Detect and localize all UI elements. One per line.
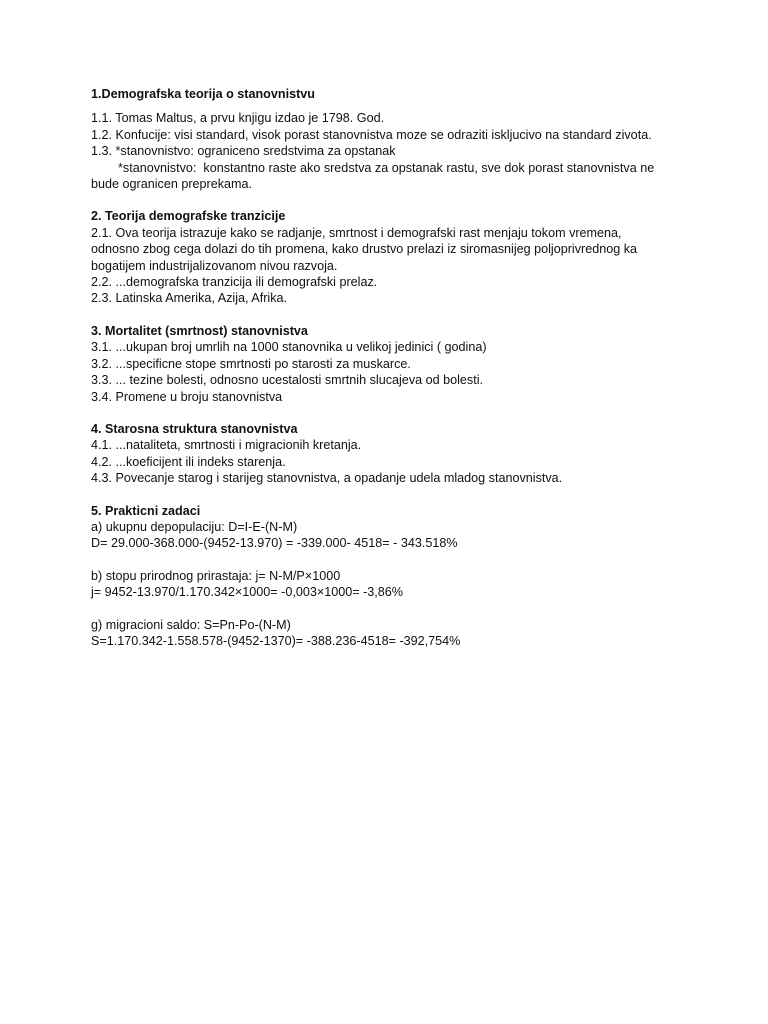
section-demografska-tranzicija xyxy=(91,208,728,306)
list-item: bogatijem industrijalizovanom nivou razvoja. xyxy=(91,258,338,273)
list-item: 4.1. ...nataliteta, smrtnosti i migracionih kretanja. xyxy=(91,438,362,453)
section-starosna-struktura xyxy=(91,421,728,487)
list-item: 4.3. Povecanje starog i starijeg stanovnistva, a opadanje udela mladog stanovnistva. xyxy=(91,471,563,486)
list-item: bude ogranicen preprekama. xyxy=(91,177,253,192)
list-item: 4.2. ...koeficijent ili indeks starenja. xyxy=(91,454,286,469)
section-title: 2. Teorija demografske tranzicije xyxy=(91,209,286,224)
task-g-calculation: S=1.170.342-1.558.578-(9452-1370)= -388.236-4518= -392,754% xyxy=(91,633,461,648)
list-item: 3.3. ... tezine bolesti, odnosno ucestalosti smrtnih slucajeva od bolesti. xyxy=(91,373,484,388)
list-item: 3.1. ...ukupan broj umrlih na 1000 stanovnika u velikoj jedinici ( godina) xyxy=(91,340,487,355)
task-g-label: g) migracioni saldo: S=Pn-Po-(N-M) xyxy=(91,617,291,632)
list-item: odnosno zbog cega dolazi do tih promena, kako drustvo prelazi iz siromasnijeg poljoprivrednog ka xyxy=(91,242,638,257)
section-mortalitet xyxy=(91,323,728,405)
section-prakticni-zadaci xyxy=(91,503,728,650)
list-item: *stanovnistvo: konstantno raste ako sredstva za opstanak rastu, sve dok porast stanovnistva ne xyxy=(118,160,655,175)
list-item: 3.4. Promene u broju stanovnistva xyxy=(91,389,283,404)
task-b-calculation: j= 9452-13.970/1.170.342×1000= -0,003×1000= -3,86% xyxy=(91,585,403,600)
section-title: 4. Starosna struktura stanovnistva xyxy=(91,421,298,436)
list-item: 1.1. Tomas Maltus, a prvu knjigu izdao je 1798. God. xyxy=(91,111,385,126)
section-title: 5. Prakticni zadaci xyxy=(91,503,201,518)
list-item: 3.2. ...specificne stope smrtnosti po starosti za muskarce. xyxy=(91,356,411,371)
list-item: 1.3. *stanovnistvo: ograniceno sredstvima za opstanak xyxy=(91,144,396,159)
list-item: 2.2. ...demografska tranzicija ili demografski prelaz. xyxy=(91,275,378,290)
task-a-calculation: D= 29.000-368.000-(9452-13.970) = -339.000- 4518= - 343.518% xyxy=(91,536,458,551)
list-item: 2.1. Ova teorija istrazuje kako se radjanje, smrtnost i demografski rast menjaju tokom vremena, xyxy=(91,225,622,240)
section-demografska-teorija xyxy=(91,86,728,192)
section-title: 3. Mortalitet (smrtnost) stanovnistva xyxy=(91,323,308,338)
list-item: 2.3. Latinska Amerika, Azija, Afrika. xyxy=(91,291,287,306)
task-a-label: a) ukupnu depopulaciju: D=I-E-(N-M) xyxy=(91,519,298,534)
spacer xyxy=(91,601,728,617)
section-title: 1.Demografska teorija o stanovnistvu xyxy=(91,87,315,101)
list-item: 1.2. Konfucije: visi standard, visok porast stanovnistva moze se odraziti iskljucivo na standard zivota. xyxy=(91,127,652,142)
spacer xyxy=(91,552,728,568)
task-b-label: b) stopu prirodnog prirastaja: j= N-M/P×1000 xyxy=(91,568,341,583)
